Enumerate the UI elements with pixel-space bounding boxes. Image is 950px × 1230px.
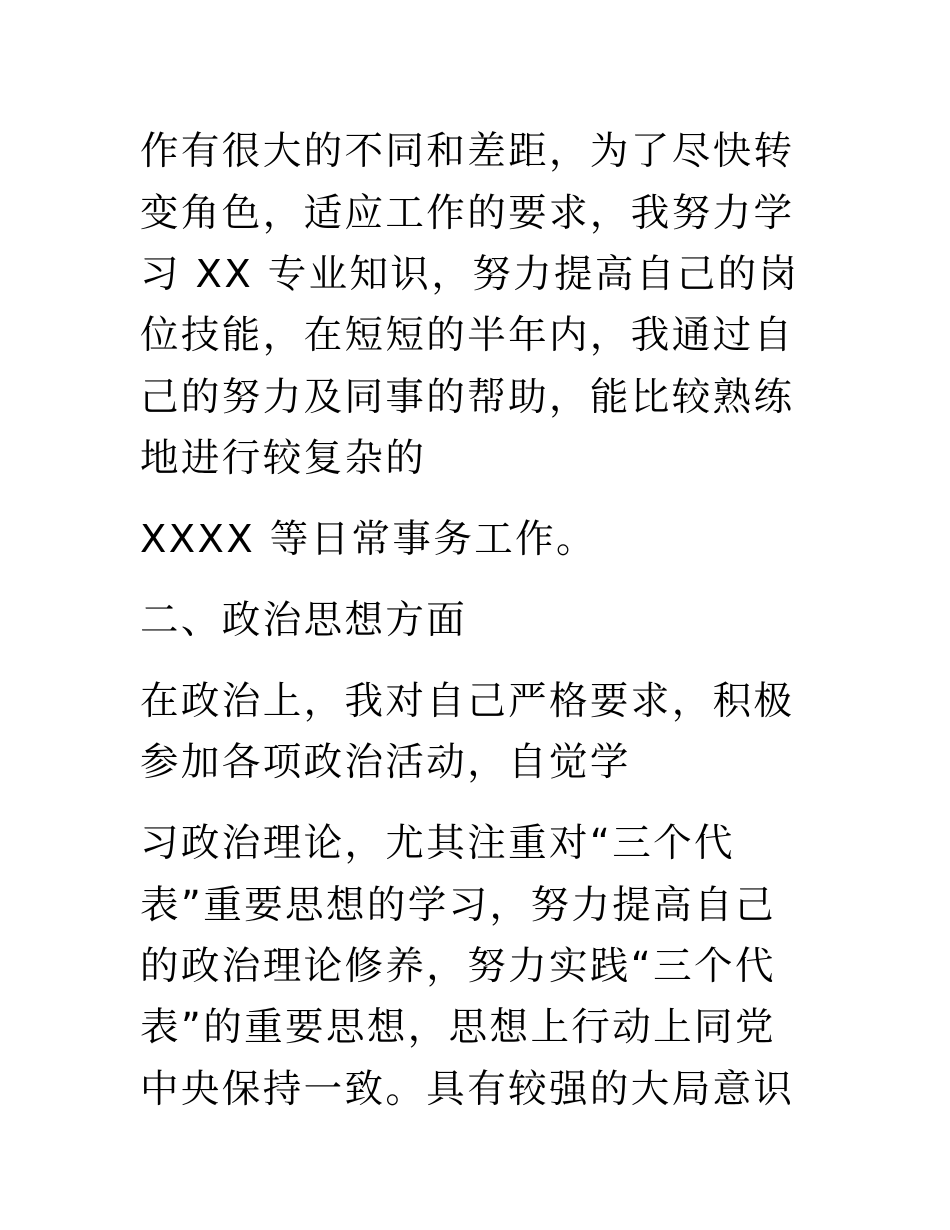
- text-line: 习政治理论，尤其注重对“三个代: [140, 821, 735, 866]
- text-line: 中央保持一致。具有较强的大局意识: [140, 1067, 795, 1112]
- text-line: 习 XX 专业知识，努力提高自己的岗: [140, 252, 800, 297]
- text-line: 表”的重要思想，思想上行动上同党: [140, 1005, 776, 1050]
- text-line: 己的努力及同事的帮助，能比较熟练: [140, 375, 795, 420]
- text-line: 的政治理论修养，努力实践“三个代: [140, 944, 776, 989]
- text-line: 作有很大的不同和差距，为了尽快转: [140, 129, 795, 174]
- text-line: 表”重要思想的学习，努力提高自己: [140, 883, 776, 928]
- text-line: 参加各项政治活动，自觉学: [140, 740, 631, 785]
- text-line: 位技能，在短短的半年内，我通过自: [140, 313, 795, 358]
- text-line: 地进行较复杂的: [140, 436, 427, 481]
- text-line: 在政治上，我对自己严格要求，积极: [140, 679, 795, 724]
- section-heading: 二、政治思想方面: [140, 598, 468, 643]
- text-line: XXXX 等日常事务工作。: [140, 517, 597, 562]
- text-line: 变角色，适应工作的要求，我努力学: [140, 191, 795, 236]
